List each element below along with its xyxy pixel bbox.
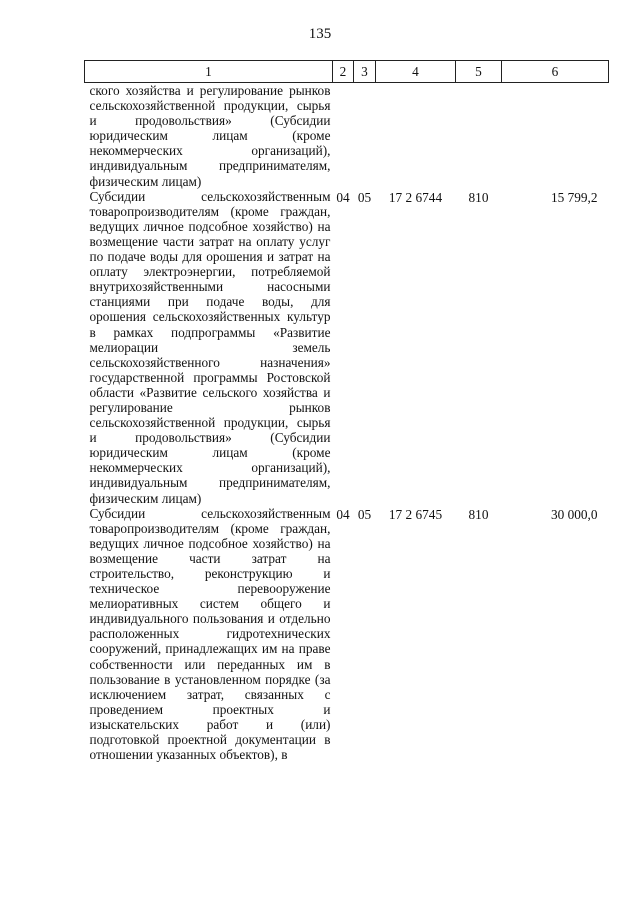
table-row — [85, 83, 609, 189]
header-col-1: 1 — [85, 61, 333, 83]
row-expense-type: 810 — [468, 189, 489, 205]
row-section: 04 — [336, 189, 350, 205]
header-col-5: 5 — [456, 61, 502, 83]
row-description: Субсидии сельскохозяйственным товаропроизводителям (кроме граждан, ведущих личное подсобное хозяйство) на возмещение части затрат на строительство, реконструкцию и техническое перевооружение мелиоративных систем общего и индивидуального пользования и отдельно расположенных гидротехнических сооружений, принадлежащих им на праве собственности или переданных им в пользование в установленном порядке (за исключением затрат, связанных с проведением проектных и изыскательских работ и (или) подготовкой проектной документации в отношении указанных объектов), в — [89, 505, 331, 763]
row-amount: 30 000,0 — [550, 506, 598, 522]
row-expense-type: 810 — [468, 506, 489, 522]
budget-table — [84, 60, 609, 762]
row-subsection: 05 — [357, 189, 372, 205]
header-col-6: 6 — [502, 61, 609, 83]
table-row — [85, 189, 609, 506]
row-section: 04 — [336, 506, 350, 522]
row-amount: 15 799,2 — [550, 189, 598, 205]
row-target-article: 17 2 6744 — [388, 189, 443, 205]
row-amount — [502, 83, 609, 189]
row-target-article — [376, 83, 456, 189]
header-col-4: 4 — [376, 61, 456, 83]
row-subsection — [354, 83, 376, 189]
header-col-2: 2 — [333, 61, 354, 83]
row-expense-type — [456, 83, 502, 189]
header-col-3: 3 — [354, 61, 376, 83]
row-description: Субсидии сельскохозяйственным товаропроизводителям (кроме граждан, ведущих личное подсобное хозяйство) на возмещение части затрат на оплату услуг по подаче воды для орошения и затрат на оплату электроэнергии, потребляемой внутрихозяйственными насосными станциями при подаче воды, для орошения сельскохозяйственных культур в рамках подпрограммы «Развитие мелиорации земель сельскохозяйственного назначения» государственной программы Ростовской области «Развитие сельского хозяйства и регулирование рынков сельскохозяйственной продукции, сырья и продовольствия» (Субсидии юридическим лицам (кроме некоммерческих организаций), индивидуальным предпринимателям, физическим лицам) — [89, 188, 331, 506]
row-subsection: 05 — [357, 506, 372, 522]
row-section — [333, 83, 354, 189]
row-target-article: 17 2 6745 — [388, 506, 443, 522]
table-row — [85, 506, 609, 763]
table-header-row — [85, 61, 609, 83]
row-description: ского хозяйства и регулирование рынков сельскохозяйственной продукции, сырья и продовольствия» (Субсидии юридическим лицам (кроме некоммерческих организаций), индивидуальным предпринимателям, физическим лицам) — [89, 83, 331, 189]
page-number: 135 — [308, 26, 332, 42]
